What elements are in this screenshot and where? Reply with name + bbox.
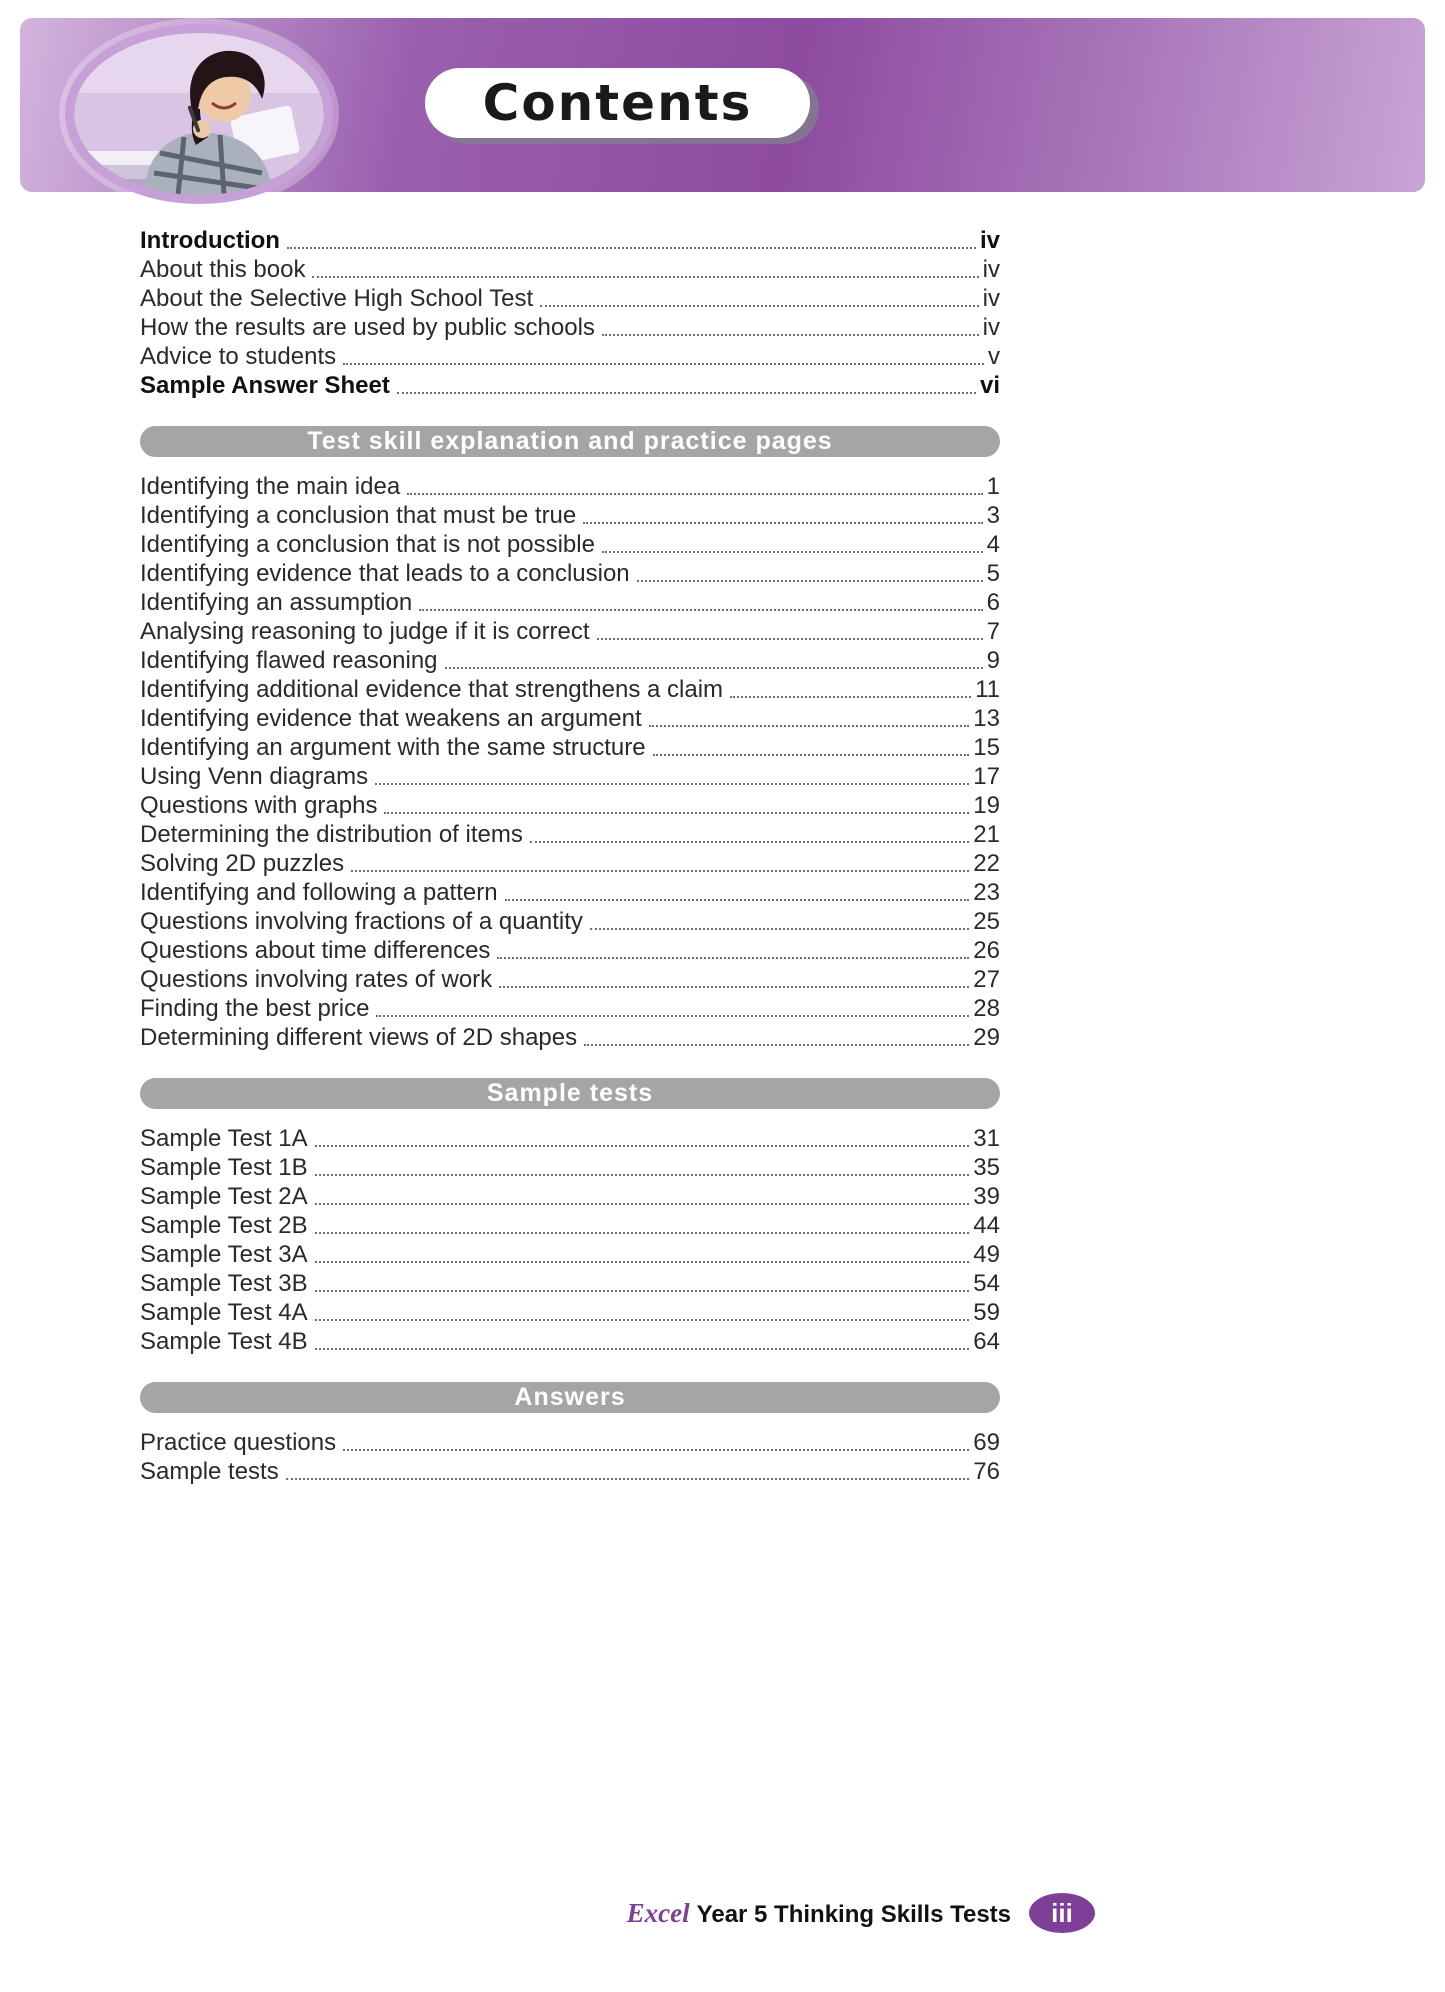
toc-entry-label: Identifying additional evidence that strengthens a claim — [140, 676, 724, 703]
toc-entry — [140, 1182, 1000, 1211]
toc-entry-page: 7 — [986, 618, 1000, 645]
dotted-leader — [315, 1174, 970, 1176]
dotted-leader — [312, 276, 978, 278]
dotted-leader — [602, 334, 979, 336]
toc-entry-page: 11 — [975, 676, 1000, 703]
toc-entry — [140, 472, 1000, 501]
dotted-leader — [407, 493, 982, 495]
toc-entry-label: Finding the best price — [140, 995, 370, 1022]
toc-entry-label: Sample Test 3A — [140, 1241, 308, 1268]
toc-entry-label: Sample Answer Sheet — [140, 372, 390, 399]
toc-entry — [140, 936, 1000, 965]
section-header-bar: Test skill explanation and practice pages — [140, 426, 1000, 457]
table-of-contents — [140, 226, 1000, 1486]
dotted-leader — [499, 986, 969, 988]
section-entry-list — [140, 1124, 1000, 1356]
toc-entry-label: Identifying a conclusion that is not possible — [140, 531, 595, 558]
dotted-leader — [315, 1290, 970, 1292]
toc-entry — [140, 371, 1000, 400]
toc-entry-label: Identifying the main idea — [140, 473, 401, 500]
toc-sections — [140, 426, 1000, 1486]
dotted-leader — [315, 1319, 970, 1321]
toc-entry — [140, 849, 1000, 878]
toc-entry-label: Sample Test 1A — [140, 1125, 308, 1152]
dotted-leader — [583, 522, 982, 524]
toc-entry — [140, 530, 1000, 559]
toc-entry-page: 39 — [973, 1183, 1000, 1210]
page-number-badge: iii — [1029, 1893, 1095, 1933]
toc-entry-page: iv — [979, 227, 1000, 254]
toc-entry-page: 4 — [986, 531, 1000, 558]
toc-entry-page: 69 — [973, 1429, 1000, 1456]
toc-entry-page: 64 — [973, 1328, 1000, 1355]
toc-entry-label: Questions involving fractions of a quantity — [140, 908, 583, 935]
dotted-leader — [315, 1348, 970, 1350]
toc-entry-page: 25 — [973, 908, 1000, 935]
toc-entry-label: About the Selective High School Test — [140, 285, 534, 312]
toc-entry-page: 28 — [973, 995, 1000, 1022]
toc-entry-page: 76 — [973, 1458, 1000, 1485]
toc-entry — [140, 226, 1000, 255]
toc-entry — [140, 313, 1000, 342]
toc-entry-label: Sample Test 2B — [140, 1212, 308, 1239]
toc-entry-label: Questions involving rates of work — [140, 966, 493, 993]
dotted-leader — [315, 1145, 970, 1147]
toc-entry — [140, 1327, 1000, 1356]
footer-brand: Excel — [626, 1897, 690, 1928]
toc-entry-page: 1 — [986, 473, 1000, 500]
dotted-leader — [315, 1261, 970, 1263]
toc-entry-page: 59 — [973, 1299, 1000, 1326]
dotted-leader — [351, 870, 969, 872]
toc-entry-page: 44 — [973, 1212, 1000, 1239]
toc-entry — [140, 704, 1000, 733]
intro-list — [140, 226, 1000, 400]
toc-entry — [140, 1124, 1000, 1153]
student-photo — [65, 24, 333, 204]
toc-entry — [140, 965, 1000, 994]
toc-entry — [140, 1023, 1000, 1052]
toc-entry — [140, 1428, 1000, 1457]
toc-entry — [140, 588, 1000, 617]
toc-entry-label: Sample tests — [140, 1458, 279, 1485]
toc-entry-page: 13 — [973, 705, 1000, 732]
toc-entry-page: iv — [982, 314, 1000, 341]
section-entry-list — [140, 1428, 1000, 1486]
dotted-leader — [343, 363, 984, 365]
dotted-leader — [540, 305, 979, 307]
toc-entry-label: Using Venn diagrams — [140, 763, 369, 790]
toc-entry-label: Sample Test 4A — [140, 1299, 308, 1326]
toc-entry — [140, 994, 1000, 1023]
toc-entry-label: Solving 2D puzzles — [140, 850, 345, 877]
toc-entry — [140, 907, 1000, 936]
toc-entry — [140, 559, 1000, 588]
toc-entry — [140, 255, 1000, 284]
dotted-leader — [286, 1478, 970, 1480]
toc-entry-page: 17 — [973, 763, 1000, 790]
toc-entry-page: 54 — [973, 1270, 1000, 1297]
toc-entry-page: 21 — [973, 821, 1000, 848]
dotted-leader — [315, 1232, 970, 1234]
toc-entry-label: About this book — [140, 256, 306, 283]
toc-entry-label: Questions with graphs — [140, 792, 378, 819]
toc-entry — [140, 791, 1000, 820]
dotted-leader — [419, 609, 982, 611]
toc-entry — [140, 1153, 1000, 1182]
header-band — [20, 18, 1425, 192]
student-photo-illustration — [74, 33, 324, 195]
dotted-leader — [505, 899, 970, 901]
toc-entry-page: iv — [982, 256, 1000, 283]
dotted-leader — [730, 696, 971, 698]
toc-entry-page: 35 — [973, 1154, 1000, 1181]
toc-entry — [140, 878, 1000, 907]
dotted-leader — [384, 812, 969, 814]
toc-entry-page: 19 — [973, 792, 1000, 819]
toc-entry-label: Sample Test 1B — [140, 1154, 308, 1181]
dotted-leader — [590, 928, 969, 930]
toc-entry-page: 27 — [973, 966, 1000, 993]
dotted-leader — [375, 783, 969, 785]
page-footer — [0, 1893, 1445, 1933]
toc-entry-label: Determining different views of 2D shapes — [140, 1024, 578, 1051]
footer-text-group — [627, 1898, 1011, 1929]
toc-entry — [140, 342, 1000, 371]
dotted-leader — [397, 392, 976, 394]
dotted-leader — [343, 1449, 969, 1451]
toc-entry-label: Identifying an assumption — [140, 589, 413, 616]
toc-entry-page: 23 — [973, 879, 1000, 906]
toc-entry-label: Identifying a conclusion that must be true — [140, 502, 577, 529]
toc-entry-page: 22 — [973, 850, 1000, 877]
toc-entry-label: Identifying evidence that leads to a conclusion — [140, 560, 630, 587]
toc-entry-label: Introduction — [140, 227, 280, 254]
toc-entry — [140, 1240, 1000, 1269]
toc-entry-page: 6 — [986, 589, 1000, 616]
toc-entry — [140, 1457, 1000, 1486]
toc-entry-label: Analysing reasoning to judge if it is correct — [140, 618, 590, 645]
toc-entry-page: v — [988, 343, 1000, 370]
toc-entry-label: How the results are used by public schools — [140, 314, 595, 341]
toc-entry — [140, 675, 1000, 704]
toc-entry — [140, 284, 1000, 313]
toc-entry-label: Practice questions — [140, 1429, 337, 1456]
toc-entry-label: Identifying evidence that weakens an argument — [140, 705, 642, 732]
toc-entry-label: Identifying flawed reasoning — [140, 647, 438, 674]
toc-entry-page: 15 — [973, 734, 1000, 761]
toc-entry — [140, 1211, 1000, 1240]
dotted-leader — [637, 580, 983, 582]
toc-entry — [140, 646, 1000, 675]
dotted-leader — [597, 638, 983, 640]
toc-entry-label: Sample Test 4B — [140, 1328, 308, 1355]
toc-entry — [140, 820, 1000, 849]
dotted-leader — [445, 667, 983, 669]
toc-entry — [140, 1269, 1000, 1298]
toc-entry — [140, 733, 1000, 762]
dotted-leader — [497, 957, 969, 959]
toc-entry-page: iv — [982, 285, 1000, 312]
dotted-leader — [584, 1044, 969, 1046]
toc-entry-page: 26 — [973, 937, 1000, 964]
section-entry-list — [140, 472, 1000, 1052]
section-header-bar: Sample tests — [140, 1078, 1000, 1109]
toc-entry-label: Sample Test 2A — [140, 1183, 308, 1210]
dotted-leader — [649, 725, 970, 727]
toc-entry — [140, 501, 1000, 530]
dotted-leader — [376, 1015, 969, 1017]
toc-entry-label: Sample Test 3B — [140, 1270, 308, 1297]
toc-entry-label: Identifying an argument with the same structure — [140, 734, 646, 761]
toc-entry — [140, 1298, 1000, 1327]
toc-entry-page: 29 — [973, 1024, 1000, 1051]
toc-entry-label: Advice to students — [140, 343, 337, 370]
toc-entry-page: 5 — [986, 560, 1000, 587]
toc-entry — [140, 762, 1000, 791]
dotted-leader — [602, 551, 983, 553]
toc-entry-label: Questions about time differences — [140, 937, 491, 964]
toc-entry — [140, 617, 1000, 646]
toc-entry-page: 49 — [973, 1241, 1000, 1268]
toc-entry-label: Identifying and following a pattern — [140, 879, 498, 906]
dotted-leader — [530, 841, 969, 843]
footer-book-title: Year 5 Thinking Skills Tests — [696, 1900, 1011, 1928]
toc-entry-page: vi — [979, 372, 1000, 399]
toc-entry-page: 3 — [986, 502, 1000, 529]
toc-entry-label: Determining the distribution of items — [140, 821, 523, 848]
dotted-leader — [287, 247, 976, 249]
page-title: Contents — [482, 74, 753, 132]
dotted-leader — [653, 754, 970, 756]
page-title-pill — [425, 68, 810, 138]
toc-entry-page: 31 — [973, 1125, 1000, 1152]
toc-entry-page: 9 — [986, 647, 1000, 674]
section-header-bar: Answers — [140, 1382, 1000, 1413]
dotted-leader — [315, 1203, 970, 1205]
